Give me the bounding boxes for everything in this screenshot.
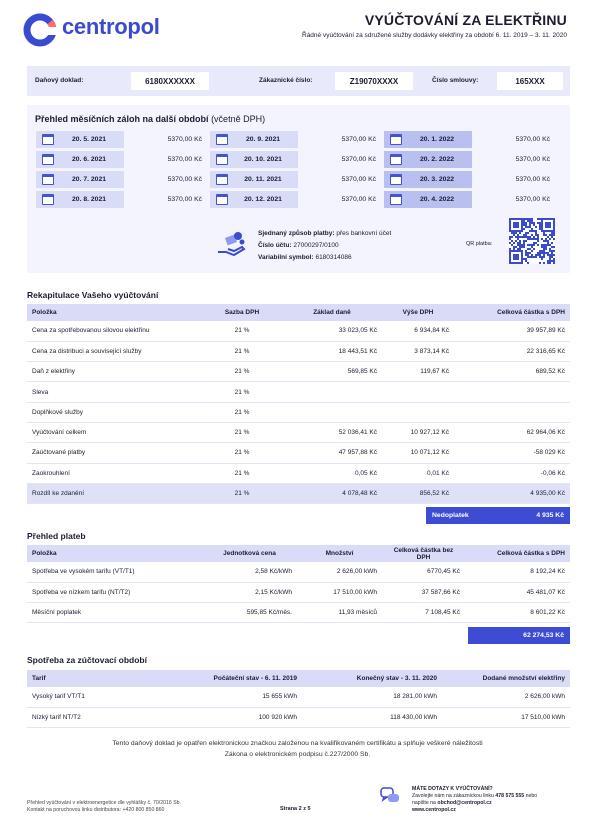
table-cell: 0,05 Kč: [282, 463, 382, 483]
deposit-date: 20. 1. 2022: [419, 136, 454, 143]
tax-doc-label: Daňový doklad:: [35, 77, 84, 84]
table-cell: [282, 402, 382, 422]
table-cell: -0,06 Kč: [454, 463, 570, 483]
column-header: Sazba DPH: [202, 304, 282, 321]
calendar-icon: [390, 194, 402, 205]
help-phone-link[interactable]: 478 575 555: [495, 793, 525, 799]
deposit-date-cell: [210, 151, 298, 168]
table-cell: [282, 382, 382, 402]
contract-number-value: 165XXX: [497, 72, 563, 90]
payment-hand-icon: [216, 228, 248, 260]
brand-name: centropol: [62, 14, 160, 39]
table-cell: 0,01 Kč: [382, 463, 454, 483]
table-cell: 45 481,07 Kč: [465, 582, 570, 602]
table-cell: 39 957,89 Kč: [454, 321, 570, 341]
calendar-icon: [216, 154, 228, 165]
table-row: [27, 603, 570, 623]
calendar-icon: [390, 154, 402, 165]
consumption-title: Spotřeba za zúčtovací období: [27, 655, 147, 665]
calendar-icon: [216, 194, 228, 205]
legal-note: Tento daňový doklad je opatřen elektronickou značkou založenou na kvalifikovaném certifikátu a splňuje veškeré náležitosti Zákona o elektronickém podpisu č.227/2000 Sb.: [112, 740, 483, 758]
deposit-title: Přehled měsíčních záloh na další období (včetně DPH): [35, 114, 266, 124]
deposit-amount: 5370,00 Kč: [515, 196, 550, 203]
table-cell: 4 078,48 Kč: [282, 483, 382, 503]
deposit-date: 20. 11. 2021: [244, 176, 282, 183]
table-cell: 8 192,24 Kč: [465, 562, 570, 582]
table-cell: 4 935,00 Kč: [454, 483, 570, 503]
table-cell: [454, 402, 570, 422]
table-cell: Doplňkové služby: [27, 402, 202, 422]
deposit-date: 20. 7. 2021: [71, 176, 106, 183]
deposit-date-cell: [384, 131, 472, 148]
deposit-date: 20. 4. 2022: [419, 196, 454, 203]
customer-number-label: Zákaznické číslo:: [259, 77, 313, 84]
table-cell: 21 %: [202, 402, 282, 422]
table-cell: Měsíční poplatek: [27, 603, 202, 623]
column-header: Celková částka bez DPH: [382, 545, 465, 562]
payments-total-value: 62 274,53 Kč: [523, 632, 564, 639]
deposit-schedule: [27, 105, 570, 273]
column-header: Položka: [27, 304, 202, 321]
table-cell: 21 %: [202, 321, 282, 341]
table-cell: 10 927,12 Kč: [382, 422, 454, 442]
deposit-date-cell: [210, 171, 298, 188]
table-cell: Vyúčtování celkem: [27, 422, 202, 442]
footer-left: Přehled vyúčtování v elektroenergetice dle vyhlášky č. 70/2016 Sb. Kontakt na poruchovou linku distributora: +420 800 850 860: [27, 800, 181, 813]
qr-code-icon: [509, 218, 555, 264]
table-cell: 2 626,00 kWh: [297, 562, 382, 582]
table-row: [27, 562, 570, 582]
table-row: [27, 582, 570, 602]
table-row: [27, 402, 570, 422]
table-cell: 18 281,00 kWh: [302, 687, 442, 707]
deposit-date-cell: [210, 191, 298, 208]
page-number: Strana 2 z 5: [280, 806, 311, 812]
calendar-icon: [216, 134, 228, 145]
deposit-date-cell: [36, 131, 124, 148]
qr-label: QR platba:: [466, 241, 493, 247]
table-cell: 21 %: [202, 362, 282, 382]
table-row: [27, 382, 570, 402]
column-header: Položka: [27, 545, 202, 562]
table-cell: 6 934,84 Kč: [382, 321, 454, 341]
underpayment-box: [426, 507, 570, 524]
variable-symbol: Variabilní symbol: 6180314086: [258, 254, 352, 261]
column-header: Celková částka s DPH: [454, 304, 570, 321]
table-cell: 22 316,65 Kč: [454, 341, 570, 361]
table-cell: 11,93 měsíců: [297, 603, 382, 623]
table-cell: 17 510,00 kWh: [442, 707, 570, 727]
table-cell: Rozdíl ke zdanění: [27, 483, 202, 503]
deposit-date: 20. 9. 2021: [245, 136, 280, 143]
consumption-table: [27, 670, 570, 728]
deposit-date: 20. 6. 2021: [71, 156, 106, 163]
table-row: [27, 463, 570, 483]
column-header: Základ daně: [282, 304, 382, 321]
table-cell: 7 108,45 Kč: [382, 603, 465, 623]
table-cell: Cena za distribuci a související služby: [27, 341, 202, 361]
table-cell: 689,52 Kč: [454, 362, 570, 382]
recap-title: Rekapitulace Vašeho vyúčtování: [27, 290, 159, 300]
calendar-icon: [42, 194, 54, 205]
deposit-amount: 5370,00 Kč: [341, 176, 376, 183]
customer-number-value: Z19070XXXX: [335, 72, 413, 90]
recap-table: [27, 304, 570, 504]
deposit-date-cell: [384, 191, 472, 208]
account-number: Číslo účtu: 27000297/0100: [258, 242, 339, 249]
table-cell: 52 036,41 Kč: [282, 422, 382, 442]
deposit-date: 20. 5. 2021: [71, 136, 106, 143]
deposit-date: 20. 10. 2021: [244, 156, 282, 163]
payments-table: [27, 545, 570, 623]
table-row: [27, 341, 570, 361]
identifier-bar: [27, 66, 570, 96]
table-cell: 2 626,00 kWh: [442, 687, 570, 707]
deposit-date-cell: [384, 151, 472, 168]
calendar-icon: [42, 154, 54, 165]
table-row: [27, 687, 570, 707]
column-header: Výše DPH: [382, 304, 454, 321]
column-header: Počáteční stav - 6. 11. 2019: [172, 670, 302, 687]
table-cell: 2,58 Kč/kWh: [202, 562, 297, 582]
deposit-date: 20. 3. 2022: [419, 176, 454, 183]
deposit-date: 20. 8. 2021: [71, 196, 106, 203]
table-cell: 21 %: [202, 483, 282, 503]
table-cell: 37 587,66 Kč: [382, 582, 465, 602]
deposit-date: 20. 12. 2021: [244, 196, 282, 203]
table-cell: 10 071,12 Kč: [382, 443, 454, 463]
payments-total-box: [468, 627, 570, 644]
calendar-icon: [42, 134, 54, 145]
table-row: [27, 707, 570, 727]
tax-doc-value: 6180XXXXXX: [131, 72, 209, 90]
table-cell: 856,52 Kč: [382, 483, 454, 503]
deposit-amount: 5370,00 Kč: [167, 136, 202, 143]
column-header: Dodané množství elektřiny: [442, 670, 570, 687]
table-row: [27, 443, 570, 463]
deposit-amount: 5370,00 Kč: [515, 136, 550, 143]
table-cell: 595,85 Kč/měs.: [202, 603, 297, 623]
table-row: [27, 483, 570, 503]
column-header: Množství: [297, 545, 382, 562]
table-cell: 21 %: [202, 463, 282, 483]
calendar-icon: [390, 174, 402, 185]
table-cell: 8 601,22 Kč: [465, 603, 570, 623]
table-cell: 100 920 kWh: [172, 707, 302, 727]
calendar-icon: [390, 134, 402, 145]
document-subtitle: Řádné vyúčtování za sdružené služby dodávky elektřiny za období 6. 11. 2019 – 3. 11. 2020: [302, 32, 567, 39]
table-cell: 3 873,14 Kč: [382, 341, 454, 361]
underpayment-value: 4 935 Kč: [536, 512, 564, 519]
deposit-date: 20. 2. 2022: [419, 156, 454, 163]
table-cell: 118 430,00 kWh: [302, 707, 442, 727]
table-cell: 21 %: [202, 382, 282, 402]
table-cell: 15 655 kWh: [172, 687, 302, 707]
deposit-date-cell: [384, 171, 472, 188]
table-cell: Spotřeba ve vysokém tarifu (VT/T1): [27, 562, 202, 582]
deposit-date-cell: [210, 131, 298, 148]
deposit-amount: 5370,00 Kč: [515, 156, 550, 163]
deposit-amount: 5370,00 Kč: [341, 136, 376, 143]
column-header: Jednotková cena: [202, 545, 297, 562]
payment-method: Sjednaný způsob platby: přes bankovní účet: [258, 230, 392, 237]
column-header: Tarif: [27, 670, 172, 687]
table-cell: 2,15 Kč/kWh: [202, 582, 297, 602]
table-cell: 62 964,06 Kč: [454, 422, 570, 442]
deposit-date-cell: [36, 191, 124, 208]
document-title: VYÚČTOVÁNÍ ZA ELEKTŘINU: [364, 12, 567, 28]
table-row: [27, 321, 570, 341]
table-cell: 21 %: [202, 443, 282, 463]
deposit-date-cell: [36, 171, 124, 188]
help-email-link[interactable]: obchod@centropol.cz: [437, 800, 492, 806]
table-cell: [382, 382, 454, 402]
table-cell: 18 443,51 Kč: [282, 341, 382, 361]
table-row: [27, 422, 570, 442]
underpayment-label: Nedoplatek: [432, 512, 469, 519]
deposit-amount: 5370,00 Kč: [341, 196, 376, 203]
table-cell: 33 023,05 Kč: [282, 321, 382, 341]
column-header: Konečný stav - 3. 11. 2020: [302, 670, 442, 687]
table-row: [27, 362, 570, 382]
deposit-amount: 5370,00 Kč: [167, 196, 202, 203]
chat-question-icon: [380, 787, 400, 805]
table-cell: Nízký tarif NT/T2: [27, 707, 172, 727]
deposit-amount: 5370,00 Kč: [167, 176, 202, 183]
table-cell: Spotřeba ve nízkem tarifu (NT/T2): [27, 582, 202, 602]
deposit-amount: 5370,00 Kč: [167, 156, 202, 163]
deposit-amount: 5370,00 Kč: [515, 176, 550, 183]
table-cell: Daň z elektřiny: [27, 362, 202, 382]
table-cell: 569,85 Kč: [282, 362, 382, 382]
table-cell: 6770,45 Kč: [382, 562, 465, 582]
centropol-logo: [22, 12, 58, 48]
table-cell: 119,67 Kč: [382, 362, 454, 382]
table-cell: Zaúčtované platby: [27, 443, 202, 463]
help-web-link[interactable]: www.centropol.cz: [412, 807, 456, 813]
table-cell: 47 957,88 Kč: [282, 443, 382, 463]
table-cell: Zaokrouhlení: [27, 463, 202, 483]
table-cell: 21 %: [202, 341, 282, 361]
table-cell: 17 510,00 kWh: [297, 582, 382, 602]
table-cell: Cena za spotřebovanou silovou elektřinu: [27, 321, 202, 341]
table-cell: [382, 402, 454, 422]
calendar-icon: [216, 174, 228, 185]
help-contact: MÁTE DOTAZY K VYÚČTOVÁNÍ? Zavolejte nám na zákaznickou linku 478 575 555 nebo napište na obchod@centropol.cz www.centropol.cz: [412, 786, 538, 813]
contract-number-label: Číslo smlouvy:: [432, 77, 479, 84]
table-cell: [454, 382, 570, 402]
table-cell: -58 029 Kč: [454, 443, 570, 463]
deposit-date-cell: [36, 151, 124, 168]
payments-title: Přehled plateb: [27, 531, 86, 541]
table-cell: 21 %: [202, 422, 282, 442]
column-header: Celková částka s DPH: [465, 545, 570, 562]
deposit-amount: 5370,00 Kč: [341, 156, 376, 163]
calendar-icon: [42, 174, 54, 185]
table-cell: Sleva: [27, 382, 202, 402]
table-cell: Vysoký tarif VT/T1: [27, 687, 172, 707]
